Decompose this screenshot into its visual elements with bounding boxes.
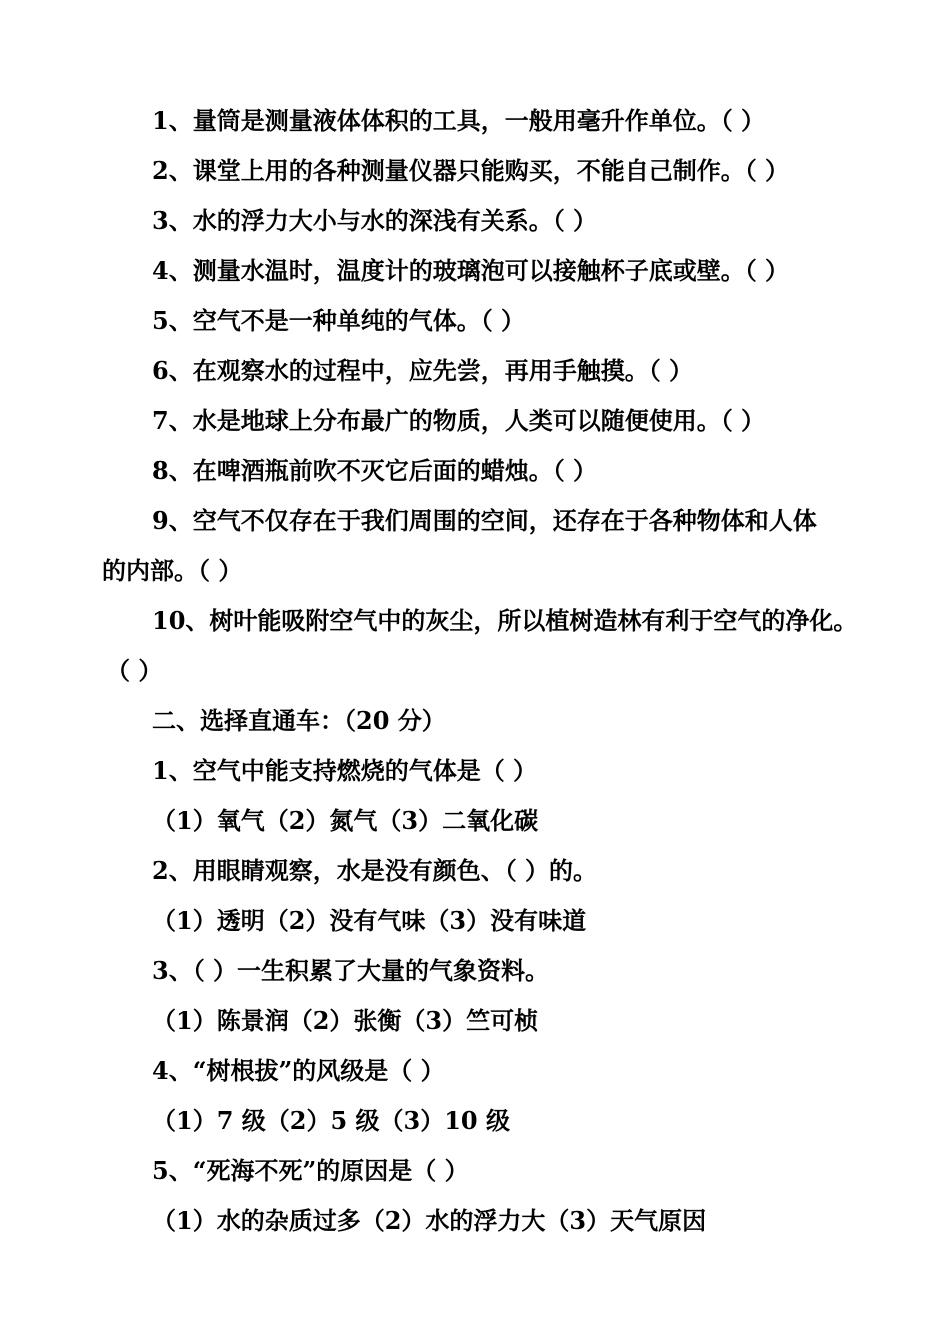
judgement-item-9-line-2: 的内部。（ ） — [102, 556, 243, 585]
judgement-item-9-line-1: 9、空气不仅存在于我们周围的空间，还存在于各种物体和人体 — [152, 506, 817, 535]
judgement-item-10-line-1: 10、树叶能吸附空气中的灰尘，所以植树造林有利于空气的净化。 — [152, 606, 858, 635]
choice-options-3: （1）陈景润（2）张衡（3）竺可桢 — [152, 1006, 539, 1035]
judgement-item-3: 3、水的浮力大小与水的深浅有关系。（ ） — [152, 206, 598, 235]
judgement-item-8: 8、在啤酒瓶前吹不灭它后面的蜡烛。（ ） — [152, 456, 598, 485]
judgement-item-2: 2、课堂上用的各种测量仪器只能购买，不能自己制作。（ ） — [152, 156, 790, 185]
choice-options-2: （1）透明（2）没有气味（3）没有味道 — [152, 906, 587, 935]
section-heading-choice: 二、选择直通车：（20 分） — [152, 706, 446, 735]
choice-question-4: 4、“树根拔”的风级是（ ） — [152, 1056, 445, 1085]
judgement-item-1: 1、量筒是测量液体体积的工具，一般用毫升作单位。（ ） — [152, 106, 766, 135]
choice-question-2: 2、用眼睛观察，水是没有颜色、（ ）的。 — [152, 856, 598, 885]
judgement-item-5: 5、空气不是一种单纯的气体。（ ） — [152, 306, 526, 335]
judgement-item-4: 4、测量水温时，温度计的玻璃泡可以接触杯子底或壁。（ ） — [152, 256, 790, 285]
choice-options-4: （1）7 级（2）5 级（3）10 级 — [152, 1106, 510, 1135]
judgement-item-6: 6、在观察水的过程中，应先尝，再用手触摸。（ ） — [152, 356, 694, 385]
choice-options-5: （1）水的杂质过多（2）水的浮力大（3）天气原因 — [152, 1206, 707, 1235]
choice-question-3: 3、（ ）一生积累了大量的气象资料。 — [152, 956, 550, 985]
choice-question-5: 5、“死海不死”的原因是（ ） — [152, 1156, 469, 1185]
document-body — [102, 96, 872, 1246]
judgement-item-7: 7、水是地球上分布最广的物质，人类可以随便使用。（ ） — [152, 406, 766, 435]
judgement-item-10-line-2: （ ） — [106, 656, 163, 685]
choice-question-1: 1、空气中能支持燃烧的气体是（ ） — [152, 756, 538, 785]
choice-options-1: （1）氧气（2）氮气（3）二氧化碳 — [152, 806, 539, 835]
